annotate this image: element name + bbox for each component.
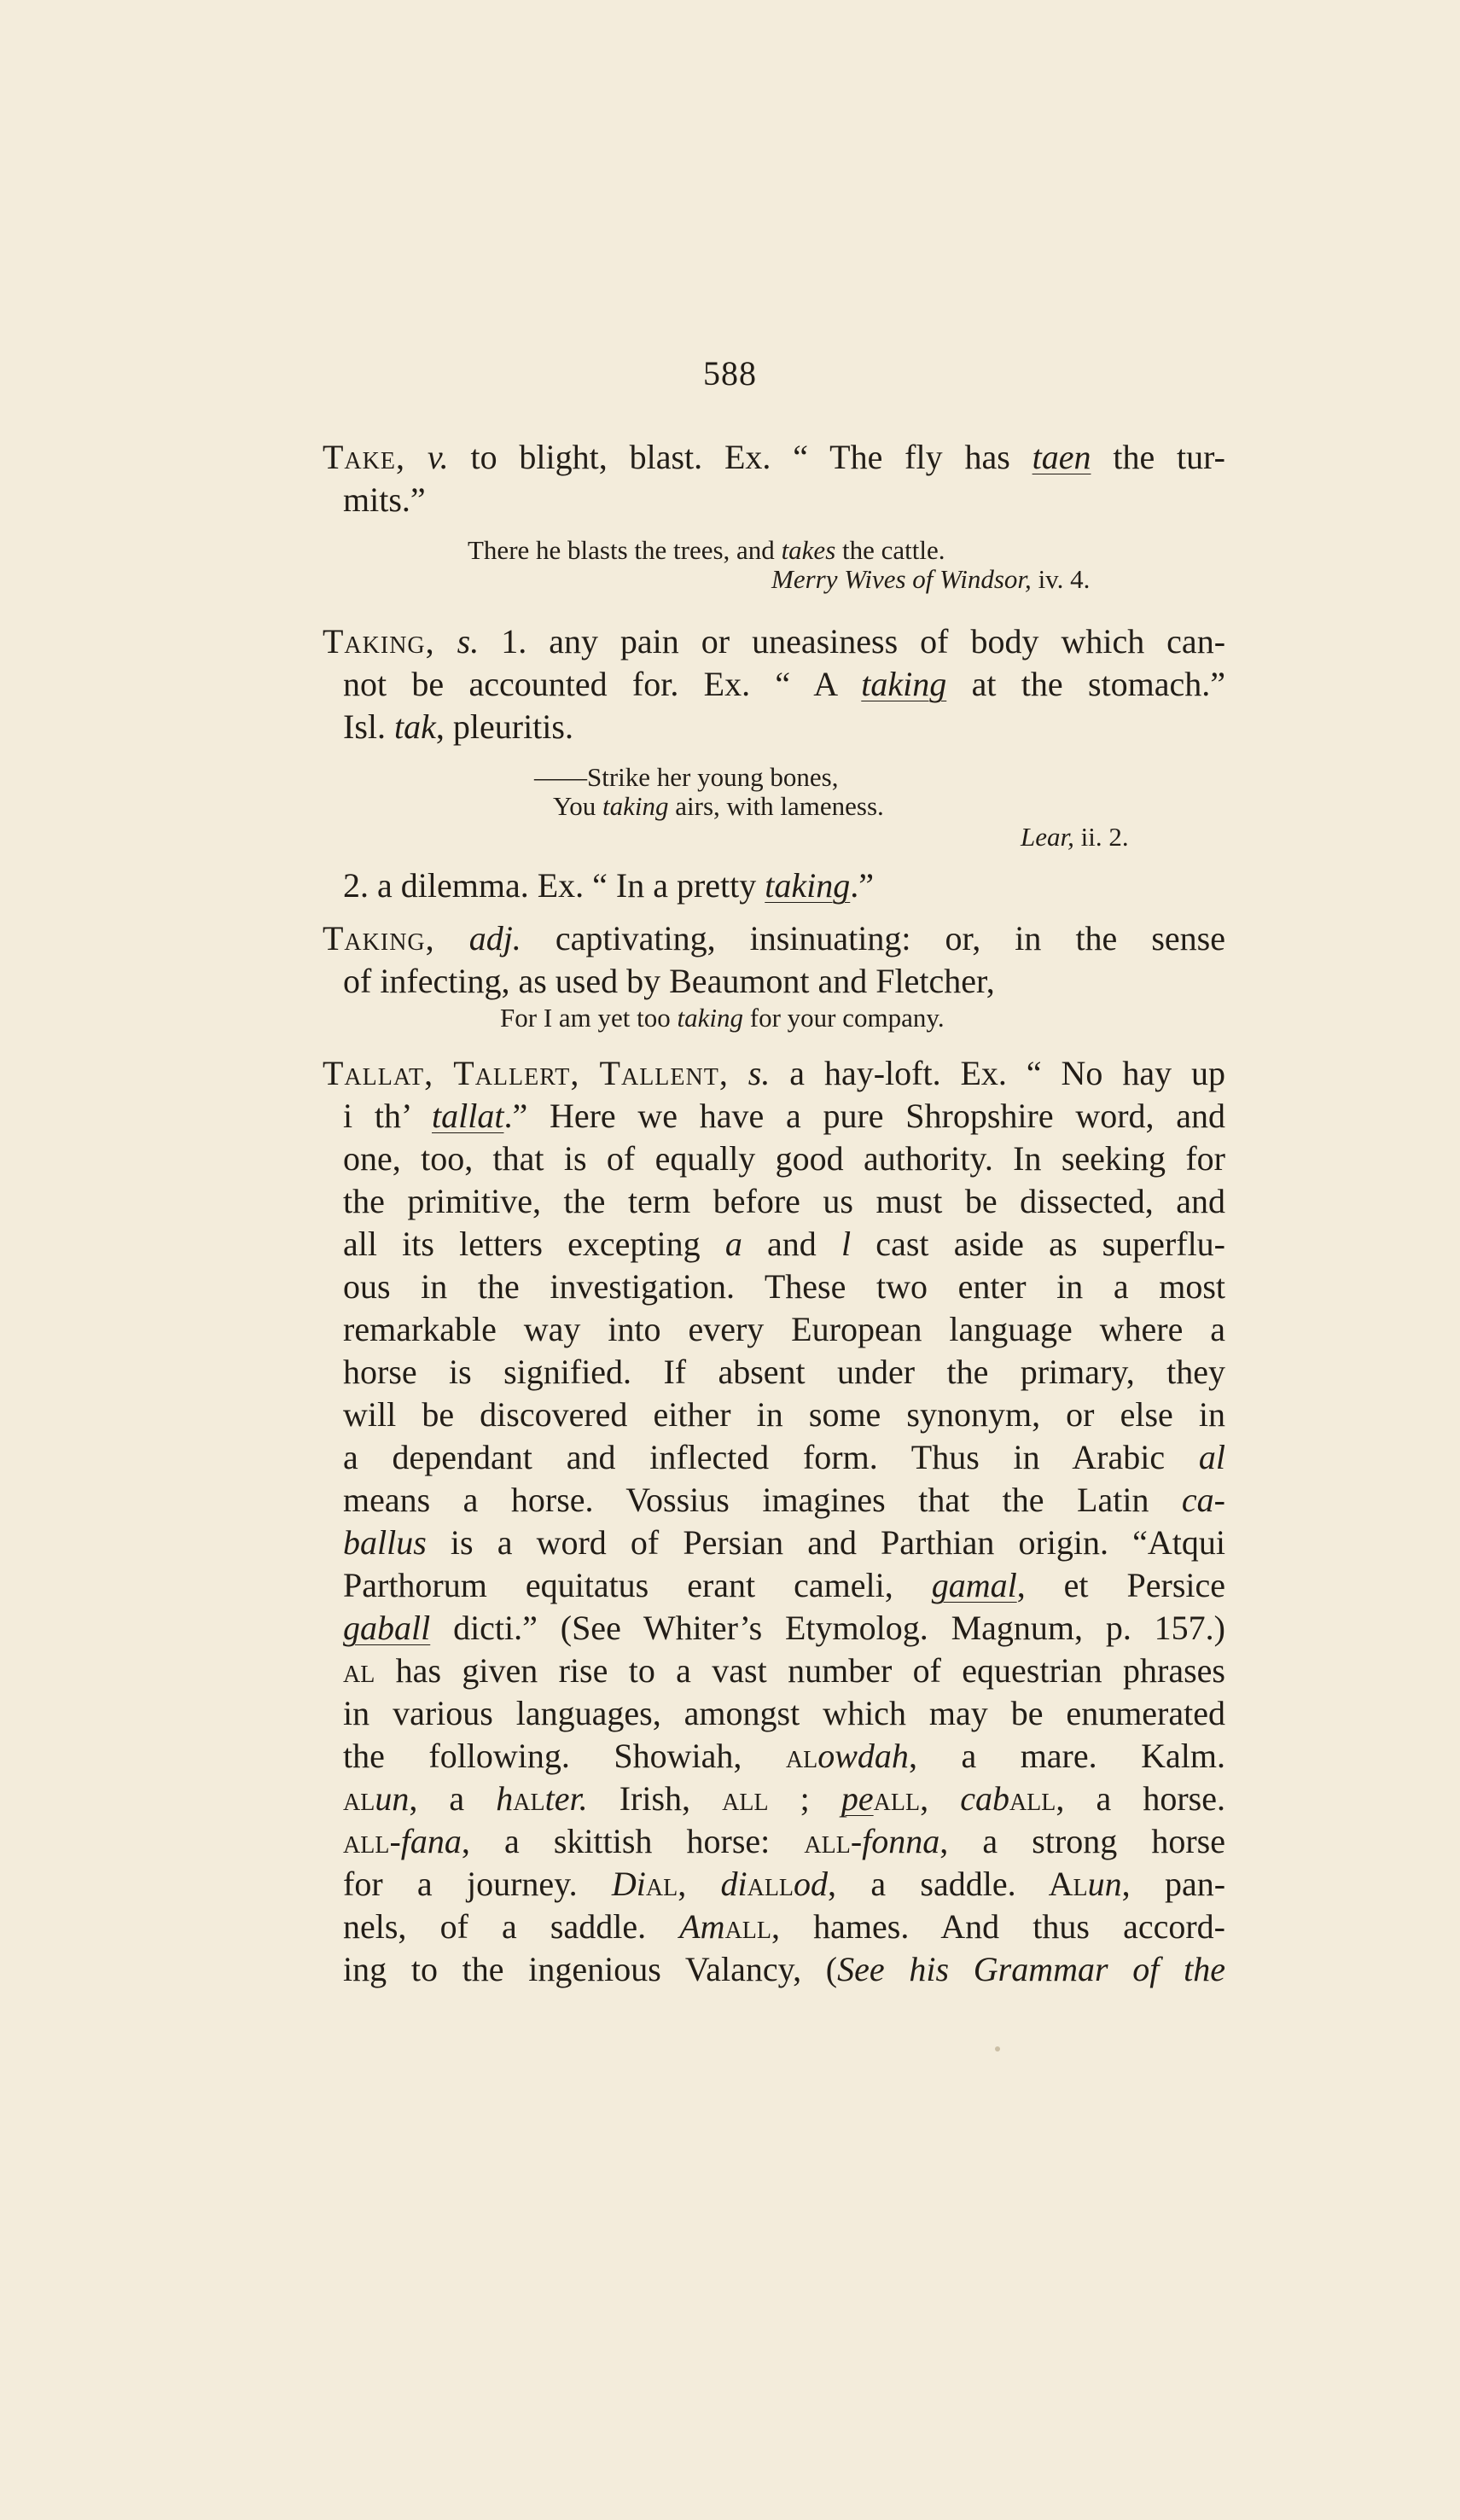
- text-line: alun, a halter. Irish, all ; peall, caball, a horse.: [343, 1779, 1225, 1818]
- text-line: will be discovered either in some synonym, or else in: [343, 1395, 1225, 1434]
- text-line: ous in the investigation. These two enter in a most: [343, 1267, 1225, 1306]
- text-line: of infecting, as used by Beaumont and Fletcher,: [343, 962, 995, 1000]
- quotation-line: ——Strike her young bones,: [534, 762, 839, 792]
- text-line: mits.”: [343, 480, 426, 519]
- quotation-source: Lear, ii. 2.: [1021, 822, 1129, 852]
- text-line: in various languages, amongst which may be enumerated: [343, 1694, 1225, 1732]
- text-line: remarkable way into every European language where a: [343, 1310, 1225, 1348]
- quotation-line: For I am yet too taking for your company.: [500, 1003, 945, 1033]
- text-line: the primitive, the term before us must be dissected, and: [343, 1182, 1225, 1220]
- text-line: nels, of a saddle. Amall, hames. And thus accord-: [343, 1907, 1225, 1946]
- text-line: ballus is a word of Persian and Parthian origin. “Atqui: [343, 1523, 1225, 1562]
- text-line: means a horse. Vossius imagines that the Latin ca-: [343, 1481, 1225, 1519]
- text-line: Isl. tak, pleuritis.: [343, 707, 573, 746]
- page-number: 588: [703, 354, 757, 393]
- text-line: all-fana, a skittish horse: all-fonna, a strong horse: [343, 1822, 1225, 1860]
- text-line: not be accounted for. Ex. “ A taking at the stomach.”: [343, 665, 1225, 703]
- text-line: ing to the ingenious Valancy, (See his Grammar of the: [343, 1950, 1226, 1988]
- text-line: 2. a dilemma. Ex. “ In a pretty taking.”: [343, 866, 875, 905]
- text-line: for a journey. Dial, diallod, a saddle. Alun, pan-: [343, 1865, 1226, 1903]
- text-line: a dependant and inflected form. Thus in Arabic al: [343, 1438, 1225, 1476]
- text-line: gaball dicti.” (See Whiter’s Etymolog. Magnum, p. 157.): [343, 1609, 1225, 1647]
- text-line: Parthorum equitatus erant cameli, gamal, et Persice: [343, 1566, 1226, 1604]
- quotation-line: You taking airs, with lameness.: [553, 791, 884, 821]
- text-line: i th’ tallat.” Here we have a pure Shropshire word, and: [343, 1097, 1225, 1135]
- paper-speck: [995, 2046, 1000, 2052]
- text-line: one, too, that is of equally good authority. In seeking for: [343, 1139, 1225, 1178]
- text-line: horse is signified. If absent under the primary, they: [343, 1353, 1225, 1391]
- text-line: Take, v. to blight, blast. Ex. “ The fly has taen the tur-: [323, 438, 1226, 476]
- quotation-source: Merry Wives of Windsor, iv. 4.: [771, 564, 1091, 594]
- text-line: Taking, adj. captivating, insinuating: or, in the sense: [323, 919, 1225, 957]
- quotation-line: There he blasts the trees, and takes the cattle.: [468, 535, 945, 565]
- text-line: the following. Showiah, alowdah, a mare. Kalm.: [343, 1737, 1225, 1775]
- text-line: all its letters excepting a and l cast aside as superflu-: [343, 1225, 1226, 1263]
- text-line: al has given rise to a vast number of equestrian phrases: [343, 1651, 1225, 1690]
- text-line: Tallat, Tallert, Tallent, s. a hay-loft. Ex. “ No hay up: [323, 1054, 1225, 1092]
- text-line: Taking, s. 1. any pain or uneasiness of body which can-: [323, 622, 1226, 661]
